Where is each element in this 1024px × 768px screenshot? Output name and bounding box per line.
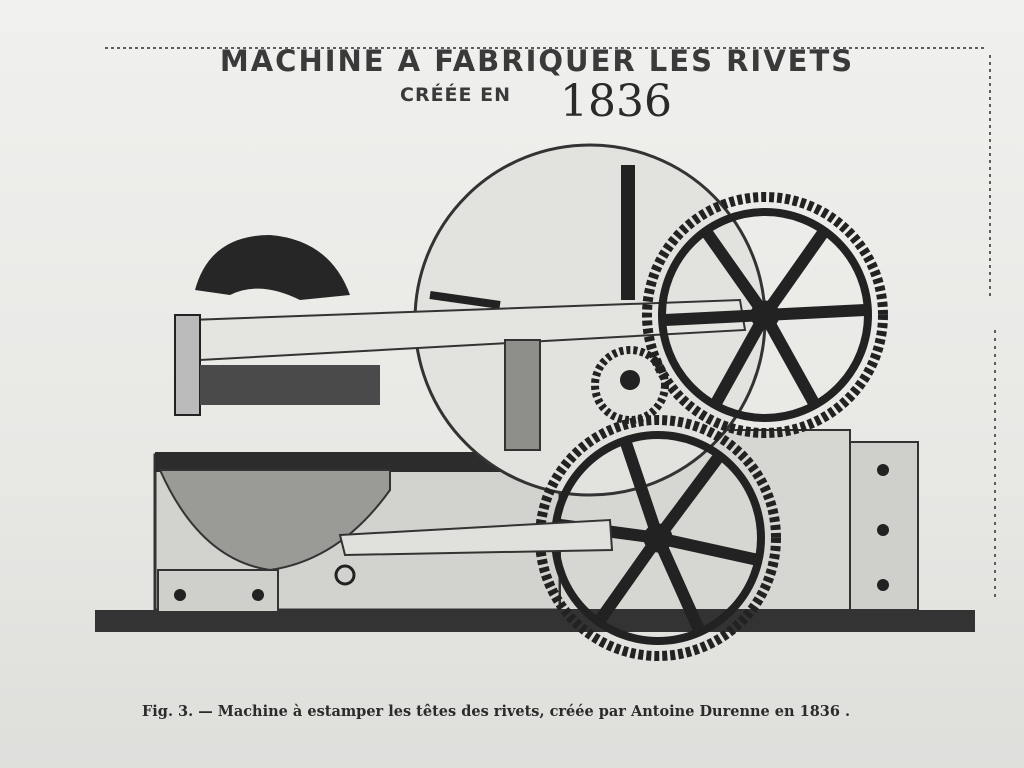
figure-title: MACHINE A FABRIQUER LES RIVETS xyxy=(219,44,855,78)
figure-caption: Fig. 3. — Machine à estamper les têtes des rivets, créée par Antoine Durenne en 1836 . xyxy=(142,703,851,720)
slide-block xyxy=(200,365,380,405)
column xyxy=(505,340,540,450)
figure-year: 1836 xyxy=(560,76,672,127)
punch-post xyxy=(175,315,200,415)
hammer-head xyxy=(195,235,350,300)
floor-plate xyxy=(95,610,975,632)
figure-subtitle: CRÉÉE EN xyxy=(400,84,512,106)
